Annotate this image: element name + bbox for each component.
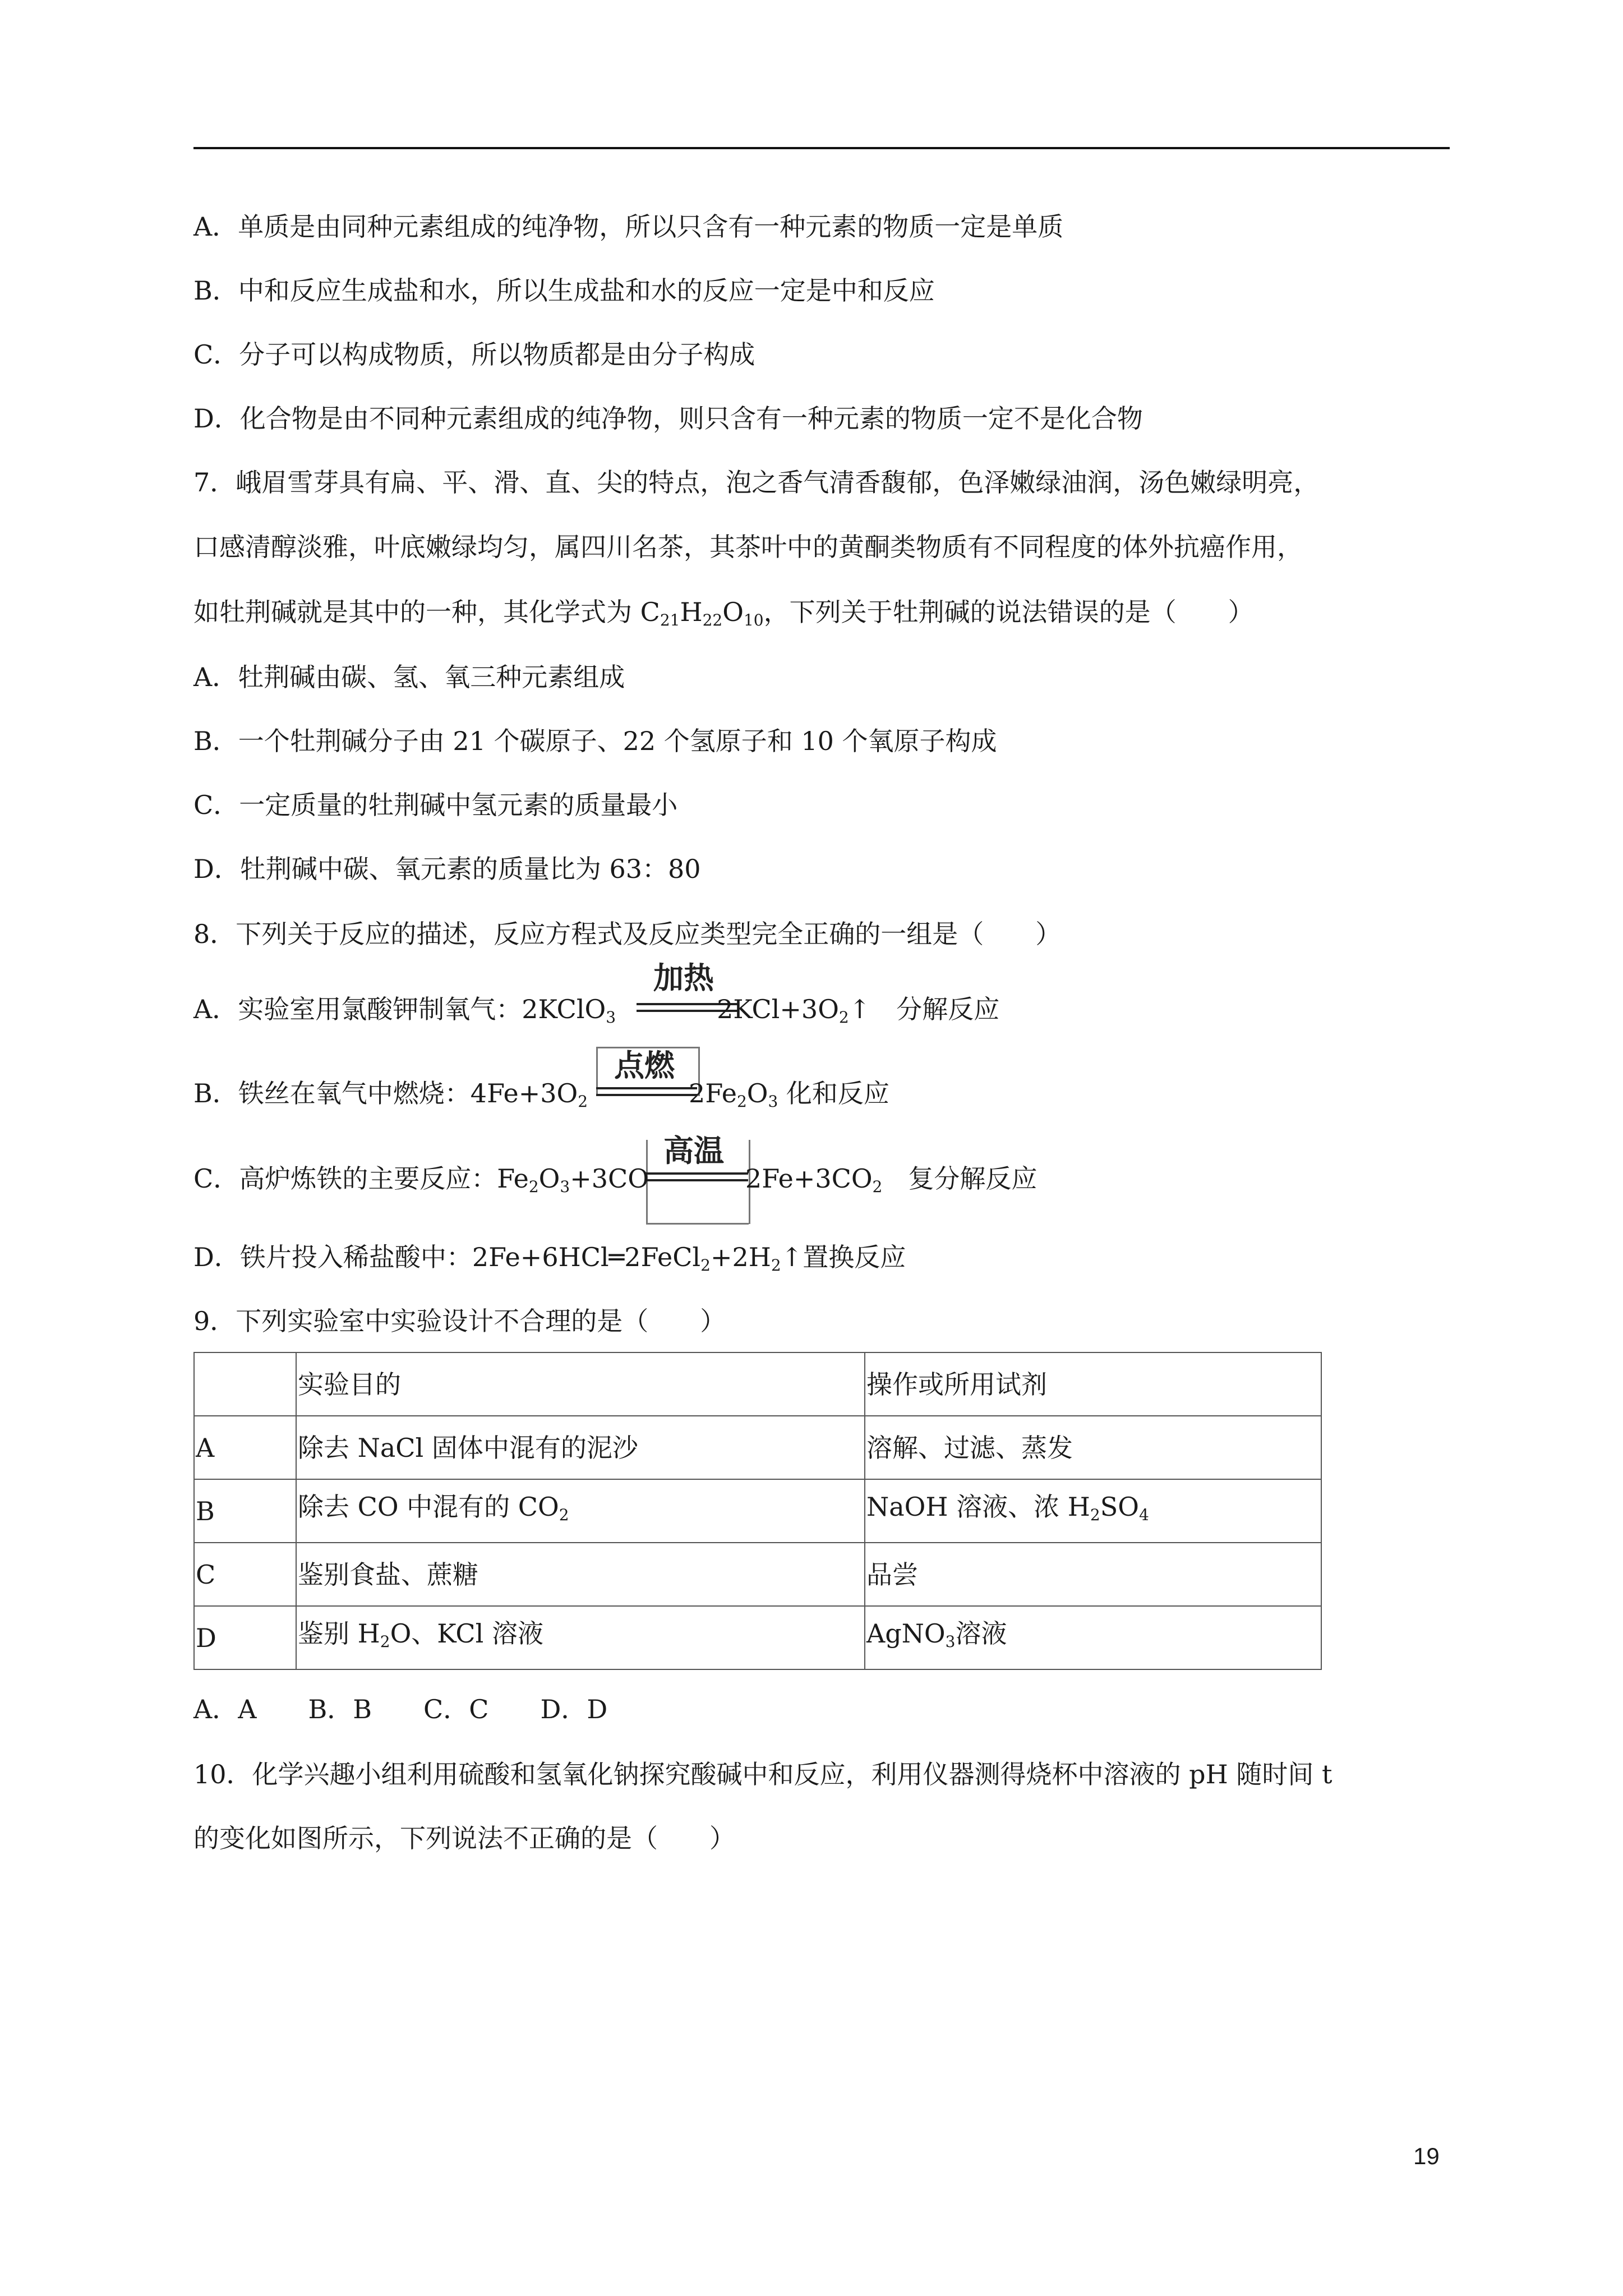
q9-stem: 9．下列实验室中实验设计不合理的是（ ）: [193, 1306, 726, 1336]
q7-option-b: B．一个牡荆碱分子由 21 个碳原子、22 个氢原子和 10 个氧原子构成: [193, 726, 997, 756]
q8-a-condition: 加热: [653, 960, 714, 996]
q10-stem-line1: 10．化学兴趣小组利用硫酸和氢氧化钠探究酸碱中和反应，利用仪器测得烧杯中溶液的 pH 随时间 t: [193, 1759, 1332, 1789]
q7-option-a: A．牡荆碱由碳、氢、氧三种元素组成: [193, 662, 625, 692]
q6-option-d: D．化合物是由不同种元素组成的纯净物，则只含有一种元素的物质一定不是化合物: [193, 403, 1143, 434]
row-label: B: [194, 1479, 296, 1543]
row-method: AgNO$_3$溶液: [865, 1606, 1321, 1669]
q7-option-d: D．牡荆碱中碳、氧元素的质量比为 63：80: [193, 854, 701, 884]
table-row: [194, 1416, 1321, 1479]
q10-stem-line2: 的变化如图所示，下列说法不正确的是（ ）: [193, 1823, 735, 1853]
row-purpose: 鉴别食盐、蔗糖: [296, 1543, 865, 1606]
row-label: D: [194, 1606, 296, 1669]
table-header-row: [194, 1352, 1321, 1416]
table-header-cell: 实验目的: [296, 1352, 865, 1416]
q6-option-b: B．中和反应生成盐和水，所以生成盐和水的反应一定是中和反应: [193, 275, 935, 306]
row-method: 品尝: [865, 1543, 1321, 1606]
q6-option-a: A．单质是由同种元素组成的纯净物，所以只含有一种元素的物质一定是单质: [193, 211, 1064, 242]
header-rule: [193, 147, 1450, 149]
row-method: 溶解、过滤、蒸发: [865, 1416, 1321, 1479]
q7-option-c: C．一定质量的牡荆碱中氢元素的质量最小: [193, 790, 678, 820]
row-label: A: [194, 1416, 296, 1479]
page-number: 19: [1413, 2143, 1440, 2169]
row-method: NaOH 溶液、浓 $H_2SO_4$: [865, 1479, 1321, 1543]
q8-b-condition: 点燃: [614, 1048, 675, 1083]
table-header-cell: 操作或所用试剂: [865, 1352, 1321, 1416]
row-purpose: 除去 NaCl 固体中混有的泥沙: [296, 1416, 865, 1479]
table-row: [194, 1543, 1321, 1606]
q8-c-condition: 高温: [663, 1133, 724, 1168]
q6-option-c: C．分子可以构成物质，所以物质都是由分子构成: [193, 339, 755, 370]
table-row: [194, 1479, 1321, 1543]
q8-option-c: C．高炉炼铁的主要反应：$Fe_2O_3+3CO$ $2Fe+3CO_2$ 复分解反应: [193, 1163, 1038, 1196]
table-row: [194, 1606, 1321, 1669]
q8-option-b: B．铁丝在氧气中燃烧：$4Fe+3O_2$ $2Fe_2O_3$ 化和反应: [193, 1078, 889, 1111]
q7-stem-line3: 如牡荆碱就是其中的一种，其化学式为 $C_{21}H_{22}O_{10}$，下列关于牡荆碱的说法错误的是（ ）: [193, 597, 1254, 629]
q7-stem-line1: 7．峨眉雪芽具有扁、平、滑、直、尖的特点，泡之香气清香馥郁，色泽嫩绿油润，汤色嫩绿明亮，: [193, 467, 1320, 498]
row-label: C: [194, 1543, 296, 1606]
q7-stem-line2: 口感清醇淡雅，叶底嫩绿均匀，属四川名茶，其茶叶中的黄酮类物质有不同程度的体外抗癌作用，: [193, 532, 1303, 562]
q8-option-d: D．铁片投入稀盐酸中：$2Fe+6HCl═2FeCl_2+2H_2↑$置换反应: [193, 1242, 906, 1274]
q9-options: A．A B．B C．C D．D: [193, 1694, 608, 1724]
row-purpose: 除去 CO 中混有的 $CO_2$: [296, 1479, 865, 1543]
q9-experiment-table: [193, 1352, 1322, 1670]
q8-stem: 8．下列关于反应的描述，反应方程式及反应类型完全正确的一组是（ ）: [193, 919, 1062, 949]
row-purpose: 鉴别 $H_2O$、KCl 溶液: [296, 1606, 865, 1669]
table-header-cell: [194, 1352, 296, 1416]
q8-option-a: A．实验室用氯酸钾制氧气：2KClO$_3$ $2KCl+3O_2↑$ 分解反应: [193, 994, 1000, 1027]
